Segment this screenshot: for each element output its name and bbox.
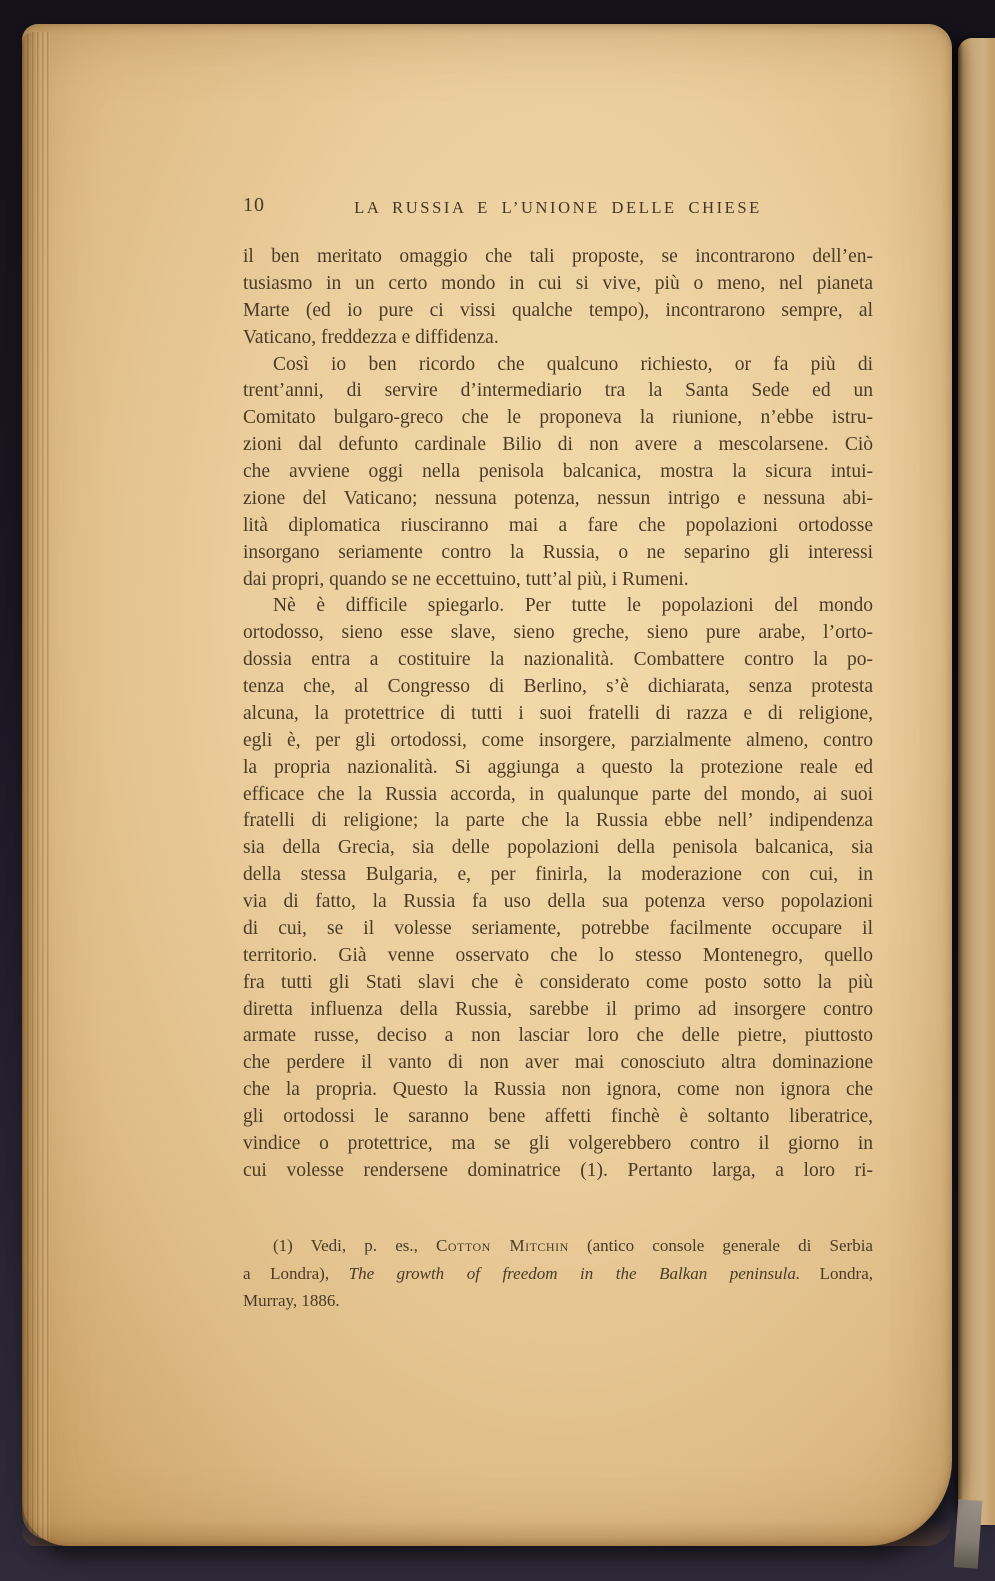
footnote — [243, 1232, 873, 1315]
book-page — [22, 24, 952, 1546]
footnote-book-title: The growth of freedom in the Balkan peninsula. — [348, 1263, 801, 1283]
footnote-ref: (1) Vedi, p. es., — [273, 1236, 437, 1255]
text-line: il ben meritato omaggio che tali proposte, se incontrarono dell’en- — [243, 246, 873, 267]
text-line: che la propria. Questo la Russia non ignora, come non ignora che — [243, 1079, 873, 1101]
text-line: Marte (ed io pure ci vissi qualche tempo), incontrarono sempre, al — [243, 299, 873, 321]
text-line: sia della Grecia, sia delle popolazioni della penisola balcanica, sia — [243, 837, 873, 859]
text-line: via di fatto, la Russia fa uso della sua potenza verso popolazioni — [243, 891, 873, 912]
text-line: efficace che la Russia accorda, in qualunque parte del mondo, ai suoi — [243, 783, 873, 805]
text-line: gli ortodossi le saranno bene affetti finchè è soltanto liberatrice, — [243, 1106, 873, 1127]
text-line: alcuna, la protettrice di tutti i suoi fratelli di razza e di religione, — [243, 702, 873, 724]
text-line: trent’anni, di servire d’intermediario tra la Santa Sede ed un — [243, 380, 873, 402]
text-line: della stessa Bulgaria, e, per finirla, la moderazione con cui, in — [243, 864, 873, 886]
text-line: vindice o protettrice, ma se gli volgerebbero contro il giorno in — [243, 1132, 873, 1154]
footnote-line — [243, 1287, 873, 1315]
text-line: che perdere il vanto di non aver mai conosciuto altra dominazione — [243, 1052, 873, 1074]
text-line: insorgano seriamente contro la Russia, o ne separino gli interessi — [243, 541, 873, 563]
lower-page-edge — [954, 1499, 983, 1569]
text-line: zioni dal defunto cardinale Bilio di non avere a mescolarsene. Ciò — [243, 434, 873, 456]
text-line: dossia entra a costituire la nazionalità. Combattere contro la po- — [243, 649, 873, 671]
text-line: Vaticano, freddezza e diffidenza. — [243, 326, 499, 348]
text-line: fra tutti gli Stati slavi che è considerato come posto sotto la più — [243, 971, 873, 993]
footnote-text: a Londra), — [243, 1263, 349, 1283]
text-line: la propria nazionalità. Si aggiunga a questo la protezione reale ed — [243, 756, 873, 778]
text-line: Comitato bulgaro-greco che le proponeva la riunione, n’ebbe istru- — [243, 407, 873, 429]
text-line: territorio. Già venne osservato che lo stesso Montenegro, quello — [243, 944, 873, 966]
footnote-line — [243, 1260, 873, 1288]
text-line: dai propri, quando se ne eccettuino, tutt’al più, i Rumeni. — [243, 568, 689, 590]
page-bottom-shading — [22, 1520, 952, 1546]
text-line: tenza che, al Congresso di Berlino, s’è dichiarata, senza protesta — [243, 676, 873, 697]
spine-page-stack — [22, 32, 50, 1540]
text-line: diretta influenza della Russia, sarebbe il primo ad insorgere contro — [243, 998, 873, 1020]
next-page-edge — [958, 38, 995, 1525]
text-line: armate russe, deciso a non lasciar loro che delle pietre, piuttosto — [243, 1025, 873, 1047]
footnote-line — [243, 1232, 873, 1260]
running-title: LA RUSSIA E L’UNIONE DELLE CHIESE — [354, 198, 762, 217]
text-line: cui volesse rendersene dominatrice (1). Pertanto larga, a loro ri- — [243, 1159, 873, 1181]
footnote-text: (antico console generale di Serbia — [568, 1236, 873, 1255]
text-line: ortodosso, sieno esse slave, sieno greche, sieno pure arabe, l’orto- — [243, 622, 873, 644]
footnote-text: Londra, — [800, 1263, 873, 1283]
footnote-text: Murray, 1886. — [243, 1291, 340, 1310]
text-line: egli è, per gli ortodossi, come insorgere, parzialmente almeno, contro — [243, 729, 873, 751]
text-line: Così io ben ricordo che qualcuno richiesto, or fa più di — [273, 353, 873, 375]
page-number: 10 — [243, 194, 265, 216]
text-line: tusiasmo in un certo mondo in cui si vive, più o meno, nel pianeta — [243, 272, 873, 294]
text-line: fratelli di religione; la parte che la Russia ebbe nell’ indipendenza — [243, 810, 873, 832]
body-text — [243, 244, 873, 1185]
footnote-author: Cotton Mitchin — [436, 1236, 569, 1255]
text-line: zione del Vaticano; nessuna potenza, nessun intrigo e nessuna abi- — [243, 487, 873, 509]
text-line: Nè è difficile spiegarlo. Per tutte le popolazioni del mondo — [273, 595, 873, 617]
text-line: che avviene oggi nella penisola balcanica, mostra la sicura intui- — [243, 461, 873, 482]
text-line: di cui, se il volesse seriamente, potrebbe facilmente occupare il — [243, 917, 873, 939]
text-line: lità diplomatica riusciranno mai a fare che popolazioni ortodosse — [243, 514, 873, 536]
